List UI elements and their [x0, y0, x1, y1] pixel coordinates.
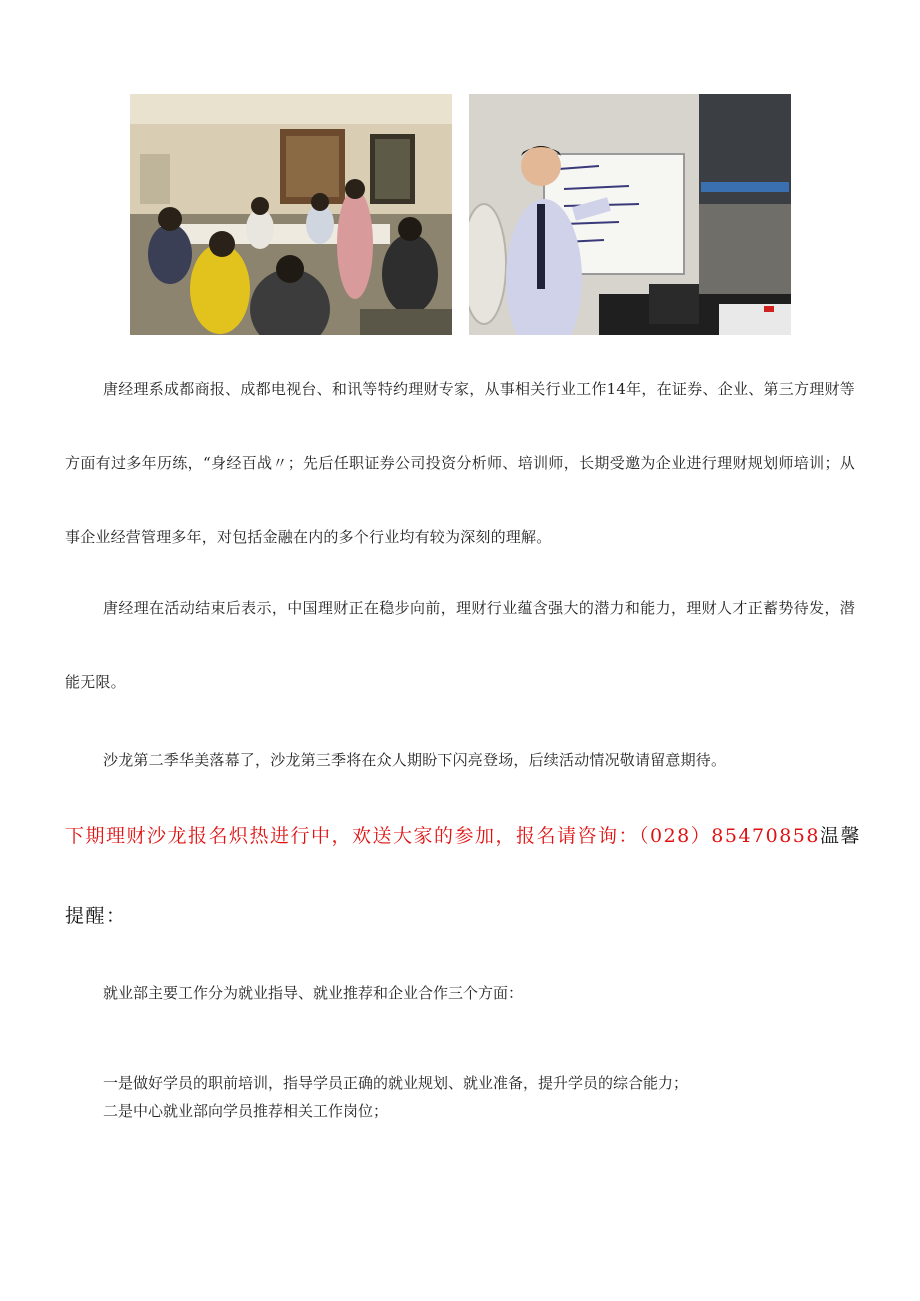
registration-notice	[65, 796, 865, 956]
paragraph-manager-comment: 唐经理在活动结束后表示，中国理财正在稳步向前，理财行业蕴含强大的潜力和能力，理财人才正蓄势待发，潜能无限。	[65, 599, 855, 691]
employment-intro: 就业部主要工作分为就业指导、就业推荐和企业合作三个方面：	[103, 984, 524, 1002]
paragraph-salon-season: 沙龙第二季华美落幕了，沙龙第三季将在众人期盼下闪亮登场，后续活动情况敬请留意期待。	[103, 751, 727, 769]
list-item: 一是做好学员的职前培训，指导学员正确的就业规划、就业准备，提升学员的综合能力；	[103, 1074, 689, 1092]
seminar-photo-icon	[130, 94, 452, 335]
registration-notice-text: 下期理财沙龙报名炽热进行中，欢送大家的参加，报名请咨询：（028）85470858	[65, 825, 820, 847]
warm-reminder-heading: 温馨提醒：	[65, 825, 861, 927]
employment-list	[103, 1069, 688, 1125]
list-item: 二是中心就业部向学员推荐相关工作岗位；	[103, 1102, 389, 1120]
speaker-whiteboard-photo	[469, 94, 791, 335]
intro-paragraph-manager-profile: 唐经理系成都商报、成都电视台、和讯等特约理财专家，从事相关行业工作14年，在证券、企业、第三方理财等方面有过多年历练，“身经百战〃；先后任职证券公司投资分析师、培训师，长期受邀为企业进行理财规划师培训；从事企业经营管理多年，对包括金融在内的多个行业均有较为深刻的理解。	[65, 380, 855, 546]
seminar-classroom-photo	[130, 94, 452, 335]
speaker-photo-icon	[469, 94, 791, 335]
